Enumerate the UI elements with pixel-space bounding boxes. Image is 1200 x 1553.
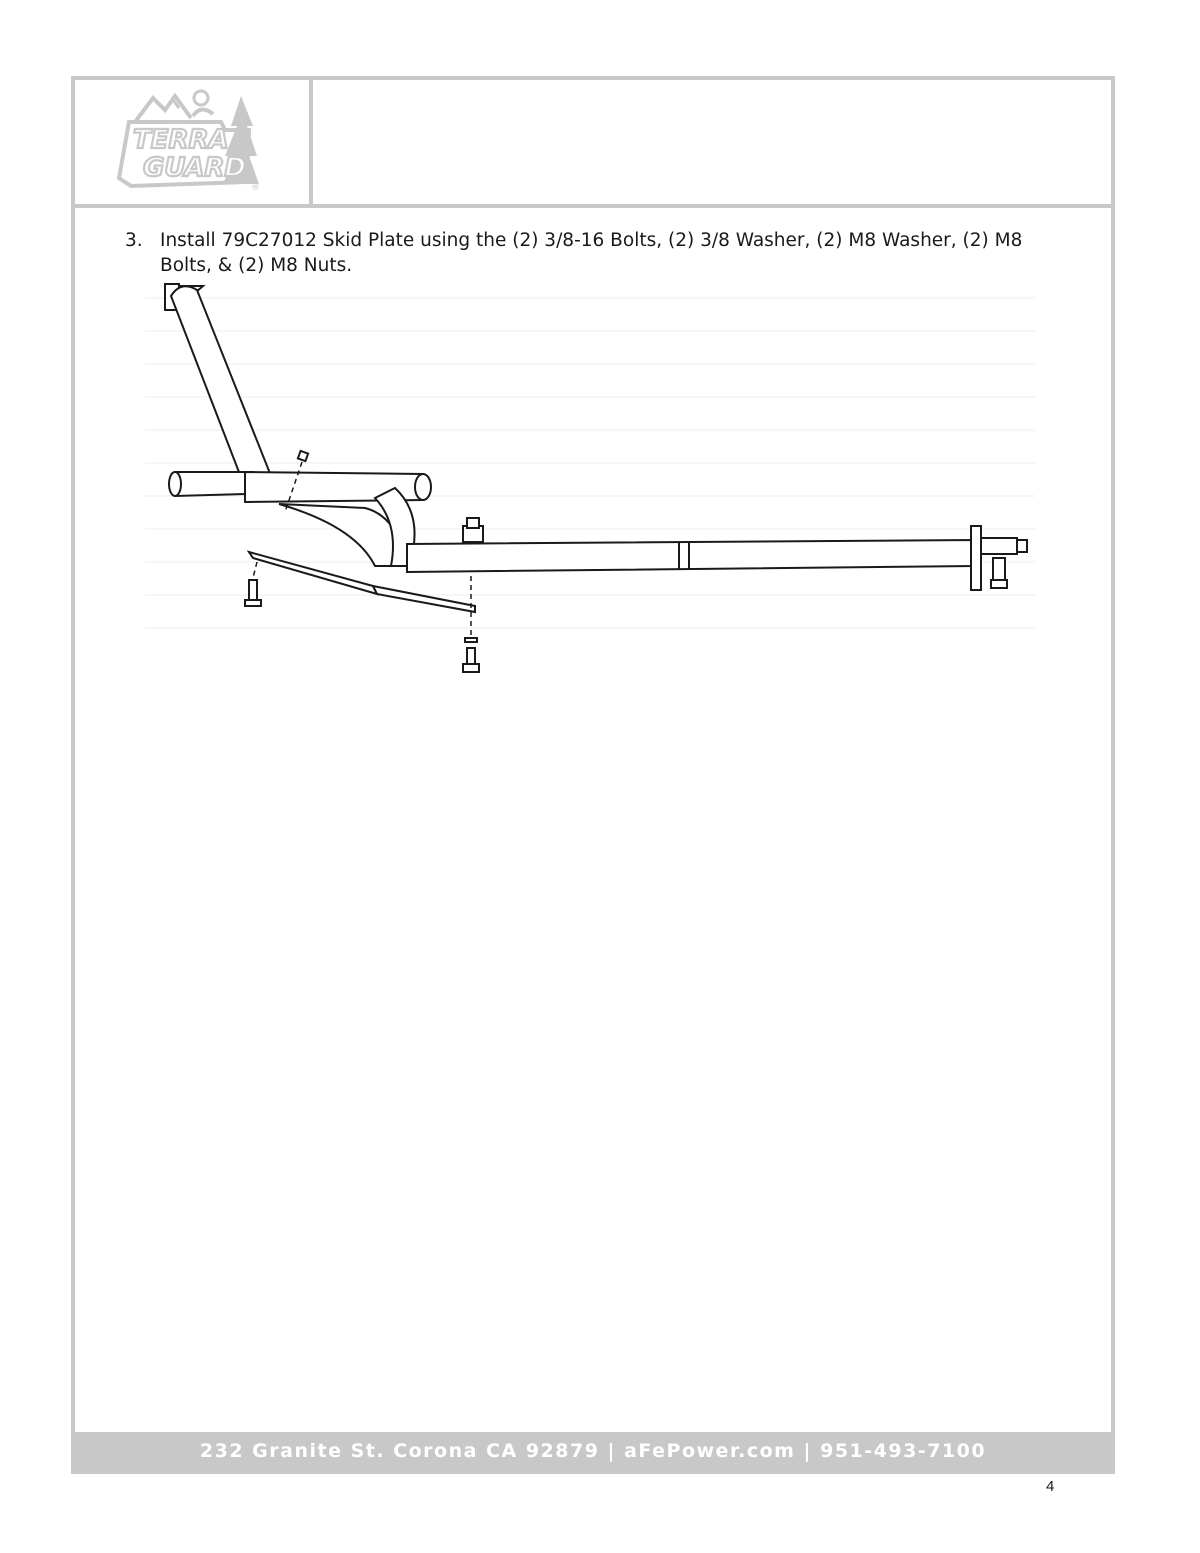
washer-center xyxy=(465,638,477,642)
rear-bracket xyxy=(971,526,981,590)
logo-text-terra: TERRA xyxy=(133,125,229,155)
skid-plate-install-diagram xyxy=(145,276,1045,676)
header-row xyxy=(75,80,1111,208)
skid-plate-rear xyxy=(373,586,475,612)
terra-guard-logo xyxy=(113,86,273,198)
skid-plate-front xyxy=(249,552,377,594)
diagonal-tube xyxy=(171,286,275,498)
main-rail xyxy=(407,540,975,572)
step-text: Install 79C27012 Skid Plate using the (2) 3/8-16 Bolts, (2) 3/8 Washer, (2) M8 Washer, (2) M8 Bolts, & (2) M8 Nuts. xyxy=(160,230,1023,276)
bolt-left xyxy=(249,580,257,600)
logo-text-guard: GUARD xyxy=(143,153,247,183)
page-number: 4 xyxy=(1046,1478,1055,1495)
page-frame xyxy=(71,76,1115,1474)
logo-cell xyxy=(75,80,313,204)
logo-registered-mark: ® xyxy=(251,183,260,193)
nut-upper xyxy=(298,451,308,461)
instruction-step xyxy=(125,228,1065,278)
background-lines xyxy=(145,298,1035,628)
step-number: 3. xyxy=(125,230,143,251)
footer-bar: 232 Granite St. Corona CA 92879 | aFePower.com | 951-493-7100 xyxy=(75,1432,1111,1470)
bolt-center xyxy=(467,648,475,664)
left-tube-stub xyxy=(170,472,253,496)
